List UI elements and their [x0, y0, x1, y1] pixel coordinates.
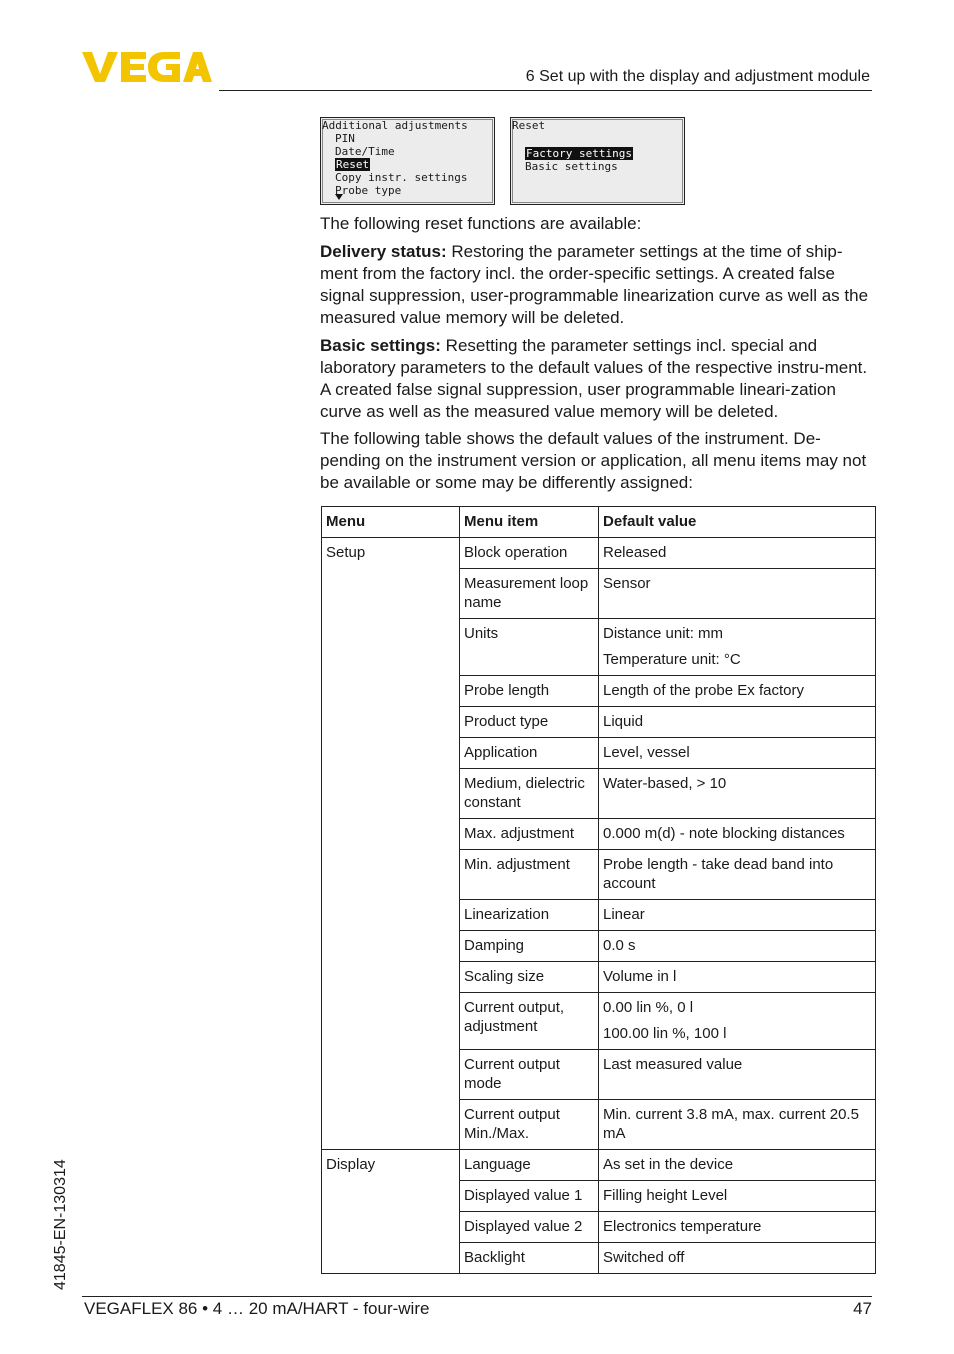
- header-menu: Menu: [322, 507, 460, 538]
- default-value-text: Length of the probe Ex factory: [603, 682, 804, 699]
- menu-item-cell: Min. adjustment: [460, 850, 599, 900]
- default-value-cell: [599, 1050, 876, 1100]
- default-value-cell: [599, 962, 876, 993]
- default-value-cell: [599, 569, 876, 619]
- page-number: 47: [853, 1299, 872, 1318]
- menu-item-cell: Product type: [460, 707, 599, 738]
- default-value-text: Water-based, > 10: [603, 775, 727, 792]
- basic-settings-text: Resetting the parameter settings incl. special and laboratory parameters to the default values of the respective instru-ment. A created false signal suppression, user programmable lineari-zation curve as well as the measured value memory will be deleted.: [320, 336, 868, 421]
- default-value-cell: [599, 538, 876, 569]
- lcd-reset: [510, 117, 685, 205]
- menu-item-cell: Max. adjustment: [460, 819, 599, 850]
- lcd-item-date-time: Date/Time: [335, 145, 395, 158]
- down-arrow-icon: [335, 194, 343, 200]
- default-value-cell: [599, 619, 876, 676]
- default-value-cell: [599, 1181, 876, 1212]
- menu-item-cell: Scaling size: [460, 962, 599, 993]
- menu-item-cell: Displayed value 2: [460, 1212, 599, 1243]
- section-title: 6 Set up with the display and adjustment module: [525, 68, 870, 85]
- default-value-text: 100.00 lin %, 100 l: [603, 1025, 727, 1042]
- default-value-text: Sensor: [603, 575, 651, 592]
- default-value-text: Last measured value: [603, 1056, 743, 1073]
- default-value-cell: [599, 900, 876, 931]
- delivery-status-paragraph: [320, 241, 876, 329]
- menu-item-cell: Linearization: [460, 900, 599, 931]
- default-value-text: Volume in l: [603, 968, 677, 985]
- menu-item-cell: Probe length: [460, 676, 599, 707]
- default-value-text: Linear: [603, 906, 645, 923]
- lcd-item-copy-settings: Copy instr. settings: [335, 171, 468, 184]
- header-rule: [219, 90, 872, 91]
- menu-cell: Display: [322, 1150, 460, 1274]
- menu-cell: Setup: [322, 538, 460, 1150]
- menu-item-cell: Language: [460, 1150, 599, 1181]
- delivery-status-text: Restoring the parameter settings at the time of ship-ment from the factory incl. the order-specific settings. A created false signal suppression, user-programmable linearization curve as well as the measured value memory will be deleted.: [320, 242, 869, 327]
- menu-item-cell: Current output, adjustment: [460, 993, 599, 1050]
- table-intro-paragraph: The following table shows the default values of the instrument. De-pending on the instrument version or application, all menu items may not be available or some may be differently assigned:: [320, 429, 867, 492]
- header-menu-item: Menu item: [460, 507, 599, 538]
- default-value-cell: [599, 769, 876, 819]
- lcd-title: Reset: [512, 119, 546, 132]
- default-value-text: Temperature unit: °C: [603, 651, 741, 668]
- document-code: 41845-EN-130314: [52, 1159, 69, 1290]
- vega-logo: [82, 50, 212, 84]
- default-value-cell: [599, 676, 876, 707]
- lcd-item-reset-selected: Reset: [336, 158, 370, 171]
- table-row: [322, 1150, 876, 1181]
- table-row: [322, 538, 876, 569]
- default-value-text: As set in the device: [603, 1156, 734, 1173]
- menu-item-cell: Current output mode: [460, 1050, 599, 1100]
- default-value-text: 0.000 m(d) - note blocking distances: [603, 825, 845, 842]
- menu-item-cell: Displayed value 1: [460, 1181, 599, 1212]
- default-values-table: [321, 506, 876, 1274]
- default-value-text: Distance unit: mm: [603, 625, 724, 642]
- menu-item-cell: Backlight: [460, 1243, 599, 1274]
- default-value-cell: [599, 819, 876, 850]
- default-value-text: 0.00 lin %, 0 l: [603, 999, 694, 1016]
- default-value-text: Min. current 3.8 mA, max. current 20.5 mA: [603, 1106, 859, 1142]
- default-value-text: Probe length - take dead band into account: [603, 856, 834, 892]
- header-default-value: Default value: [599, 507, 876, 538]
- footer-rule: [82, 1296, 872, 1297]
- default-value-text: Switched off: [603, 1249, 685, 1266]
- menu-item-cell: Damping: [460, 931, 599, 962]
- default-value-cell: [599, 850, 876, 900]
- default-value-cell: [599, 993, 876, 1050]
- default-value-cell: [599, 707, 876, 738]
- default-value-cell: [599, 738, 876, 769]
- menu-item-cell: Units: [460, 619, 599, 676]
- footer-product: VEGAFLEX 86 • 4 … 20 mA/HART - four-wire: [84, 1299, 430, 1318]
- basic-settings-paragraph: [320, 335, 876, 423]
- default-value-cell: [599, 1100, 876, 1150]
- default-value-text: Level, vessel: [603, 744, 690, 761]
- menu-item-cell: Application: [460, 738, 599, 769]
- default-value-text: Electronics temperature: [603, 1218, 762, 1235]
- intro-paragraph: The following reset functions are available:: [320, 214, 642, 233]
- lcd-item-basic-settings: Basic settings: [525, 160, 618, 173]
- table-header-row: [322, 507, 876, 538]
- lcd-item-factory-settings-selected: Factory settings: [526, 147, 632, 160]
- default-value-text: Filling height Level: [603, 1187, 728, 1204]
- menu-item-cell: Block operation: [460, 538, 599, 569]
- delivery-status-label: Delivery status:: [320, 242, 447, 261]
- default-value-text: 0.0 s: [603, 937, 636, 954]
- lcd-additional-adjustments: [320, 117, 495, 205]
- menu-item-cell: Current output Min./Max.: [460, 1100, 599, 1150]
- menu-item-cell: Medium, dielectric constant: [460, 769, 599, 819]
- lcd-title: Additional adjustments: [322, 119, 468, 132]
- basic-settings-label: Basic settings:: [320, 336, 441, 355]
- default-value-text: Liquid: [603, 713, 644, 730]
- default-value-cell: [599, 1243, 876, 1274]
- default-value-cell: [599, 931, 876, 962]
- lcd-item-pin: PIN: [335, 132, 355, 145]
- default-value-text: Released: [603, 544, 667, 561]
- default-value-cell: [599, 1212, 876, 1243]
- default-value-cell: [599, 1150, 876, 1181]
- lcd-item-probe-type: Probe type: [335, 184, 402, 197]
- menu-item-cell: Measurement loop name: [460, 569, 599, 619]
